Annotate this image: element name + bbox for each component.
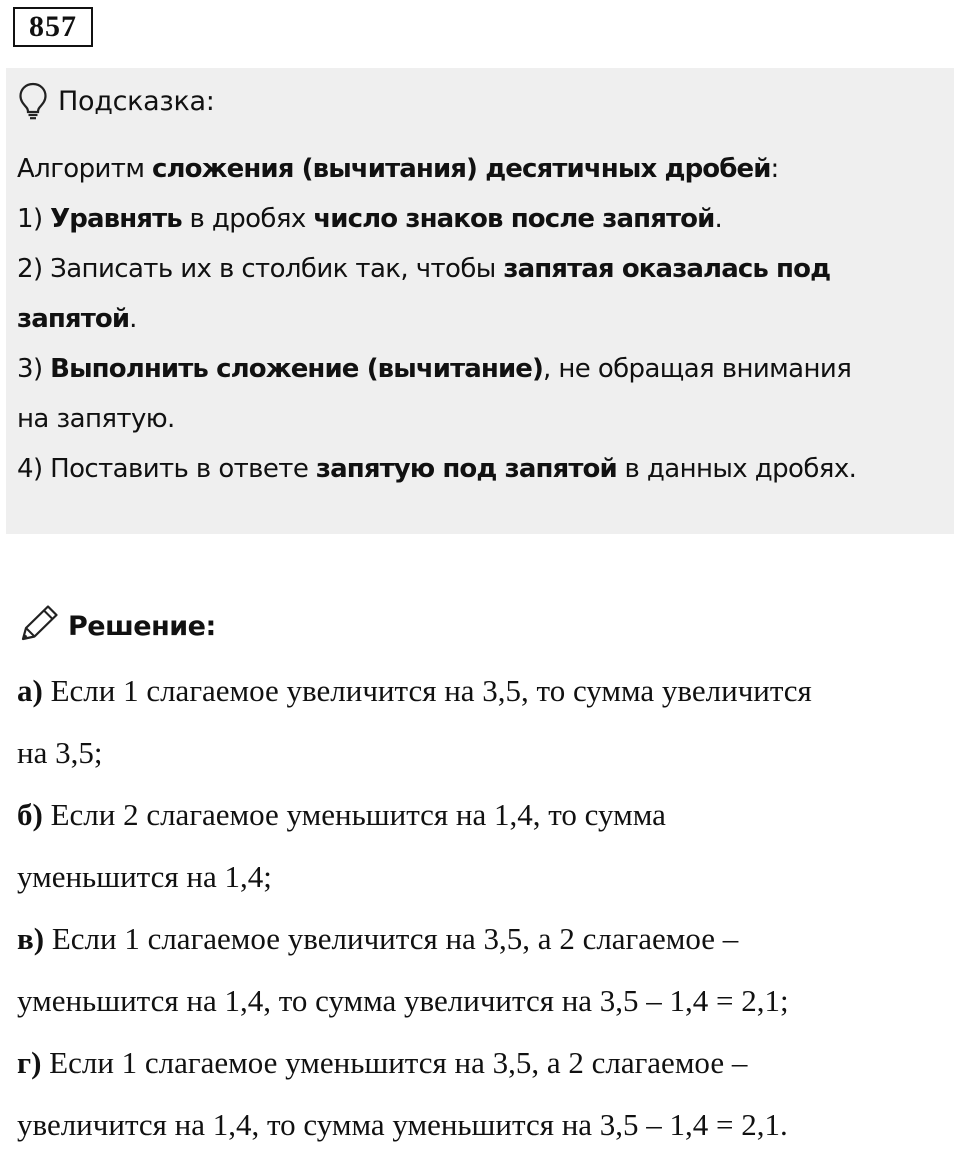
text-segment: 3) — [17, 354, 51, 384]
bold-text: запятой — [17, 304, 130, 334]
solution-title: Решение: — [68, 610, 216, 642]
solution-line — [17, 970, 952, 1032]
hint-line — [17, 344, 942, 394]
text-segment: в дробях — [181, 204, 314, 234]
bold-text: а) — [17, 673, 43, 708]
problem-number: 857 — [13, 7, 93, 47]
text-segment: 4) Поставить в ответе — [17, 454, 316, 484]
bold-text: запятая оказалась под — [503, 254, 831, 284]
hint-title: Подсказка: — [58, 85, 215, 117]
text-segment: в данных дробях. — [616, 454, 857, 484]
solution-line — [17, 908, 952, 970]
bold-text: сложения (вычитания) десятичных дробей — [152, 154, 771, 184]
text-segment: уменьшится на 1,4, то сумма увеличится на 3,5 – 1,4 = 2,1; — [17, 983, 789, 1018]
bold-text: в) — [17, 921, 45, 956]
hint-line — [17, 294, 942, 344]
text-segment: на запятую. — [17, 404, 175, 434]
text-segment: . — [714, 204, 723, 234]
bold-text: Выполнить сложение (вычитание) — [50, 354, 544, 384]
text-segment: : — [770, 154, 779, 184]
text-segment: Если 1 слагаемое увеличится на 3,5, а 2 слагаемое – — [44, 921, 739, 956]
bold-text: б) — [17, 797, 43, 832]
text-segment: Алгоритм — [17, 154, 152, 184]
hint-header — [18, 82, 215, 120]
bold-text: Уравнять — [50, 204, 182, 234]
solution-header — [18, 604, 216, 648]
text-segment: . — [129, 304, 137, 334]
lightbulb-icon — [18, 82, 48, 120]
hint-line — [17, 394, 942, 444]
text-segment: Если 1 слагаемое увеличится на 3,5, то сумма увеличится — [42, 673, 812, 708]
hint-text — [17, 144, 942, 494]
hint-line — [17, 444, 942, 494]
hint-line — [17, 244, 942, 294]
solution-line — [17, 846, 952, 908]
bold-text: число знаков после запятой — [313, 204, 715, 234]
text-segment: Если 1 слагаемое уменьшится на 3,5, а 2 слагаемое – — [41, 1045, 748, 1080]
solution-line — [17, 1032, 952, 1094]
solution-line — [17, 784, 952, 846]
bold-text: г) — [17, 1045, 42, 1080]
text-segment: Если 2 слагаемое уменьшится на 1,4, то сумма — [42, 797, 666, 832]
solution-line — [17, 660, 952, 722]
text-segment: 2) Записать их в столбик так, чтобы — [17, 254, 504, 284]
pencil-icon — [18, 604, 60, 648]
text-segment: увеличится на 1,4, то сумма уменьшится на 3,5 – 1,4 = 2,1. — [17, 1107, 788, 1142]
solution-line — [17, 722, 952, 784]
text-segment: на 3,5; — [17, 735, 103, 770]
solution-text — [17, 660, 952, 1156]
hint-line — [17, 144, 942, 194]
text-segment: 1) — [17, 204, 51, 234]
hint-box — [6, 68, 954, 534]
hint-line — [17, 194, 942, 244]
solution-line — [17, 1094, 952, 1156]
text-segment: уменьшится на 1,4; — [17, 859, 272, 894]
bold-text: запятую под запятой — [315, 454, 617, 484]
text-segment: , не обращая внимания — [543, 354, 852, 384]
